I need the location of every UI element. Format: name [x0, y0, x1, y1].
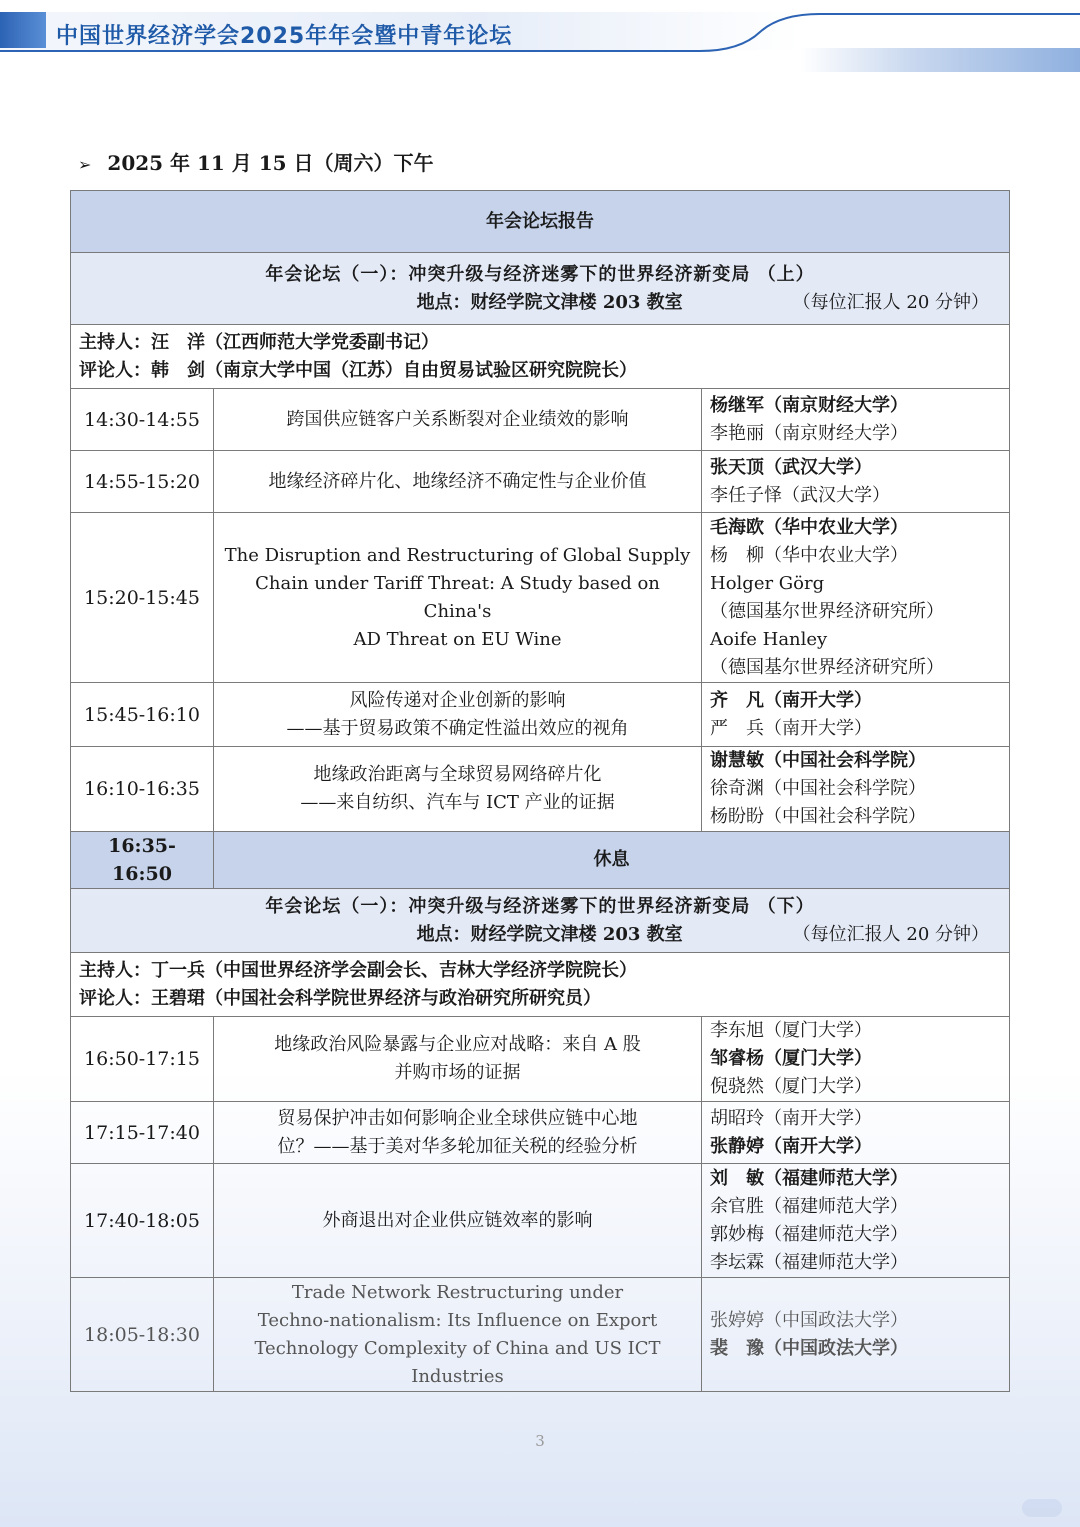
date-text: 2025 年 11 月 15 日（周六）下午 — [107, 151, 434, 175]
presenter-name: 李坛霖（福建师范大学） — [710, 1251, 908, 1273]
presenter-name: 毛海欧（华中农业大学） — [710, 516, 908, 538]
presenters — [702, 683, 1010, 747]
session1-location: 地点：财经学院文津楼 203 教室 — [416, 291, 683, 313]
session1-header-row — [71, 253, 1010, 325]
session2-host-row — [71, 953, 1010, 1017]
table-heading: 年会论坛报告 — [71, 191, 1010, 253]
schedule-row — [71, 747, 1010, 832]
presenter-name: 张天顶（武汉大学） — [710, 456, 872, 478]
arrow-bullet-icon: ➢ — [78, 155, 92, 174]
session1-rows — [71, 389, 1010, 832]
page-number: 3 — [535, 1432, 545, 1450]
paper-title-line: Industries — [411, 1365, 504, 1387]
date-line — [78, 147, 434, 176]
presenter-name: Holger Görg — [710, 572, 825, 594]
presenter-name: 李艳丽（南京财经大学） — [710, 422, 908, 444]
paper-title — [214, 1102, 702, 1164]
schedule-table — [70, 190, 1010, 1392]
time-slot: 15:20-15:45 — [71, 513, 214, 683]
paper-title — [214, 1017, 702, 1102]
paper-title-line: 地缘政治距离与全球贸易网络碎片化 — [313, 764, 602, 785]
table-heading-row — [71, 191, 1010, 253]
presenter-name: 张婷婷（中国政法大学） — [710, 1309, 908, 1331]
header-title: 中国世界经济学会2025年年会暨中青年论坛 — [56, 24, 513, 49]
schedule-row — [71, 1017, 1010, 1102]
presenter-name: 谢慧敏（中国社会科学院） — [710, 750, 926, 771]
session2-location-line — [79, 921, 1001, 949]
paper-title — [214, 683, 702, 747]
session1-reviewer: 评论人：韩 剑（南京大学中国（江苏）自由贸易试验区研究院院长） — [79, 359, 637, 381]
presenter-name: 邹睿杨（厦门大学） — [710, 1048, 872, 1069]
presenters — [702, 389, 1010, 451]
presenter-name: 李任子怿（武汉大学） — [710, 484, 890, 506]
break-time: 16:35-16:50 — [71, 832, 214, 889]
presenters — [702, 513, 1010, 683]
paper-title — [214, 1278, 702, 1392]
paper-title-line: Trade Network Restructuring under — [291, 1281, 624, 1303]
presenter-name: 郭妙梅（福建师范大学） — [710, 1223, 908, 1245]
session2-reviewer: 评论人：王碧珺（中国社会科学院世界经济与政治研究所研究员） — [79, 987, 601, 1009]
paper-title-line: 贸易保护冲击如何影响企业全球供应链中心地 — [277, 1107, 638, 1129]
session2-duration: （每位汇报人 20 分钟） — [792, 923, 990, 945]
time-slot: 18:05-18:30 — [71, 1278, 214, 1392]
break-row — [71, 832, 1010, 889]
paper-title-line: 地缘政治风险暴露与企业应对战略：来自 A 股 — [274, 1034, 641, 1055]
presenter-name: 裴 豫（中国政法大学） — [710, 1337, 908, 1359]
presenter-name: （德国基尔世界经济研究所） — [710, 656, 944, 678]
paper-title-line: Techno-nationalism: Its Influence on Export — [257, 1309, 658, 1331]
session1-location-line — [79, 289, 1001, 317]
break-label: 休息 — [214, 832, 1010, 889]
presenter-name: 严 兵（南开大学） — [710, 717, 872, 739]
session1-host: 主持人：汪 洋（江西师范大学党委副书记） — [79, 331, 439, 353]
paper-title-line: 地缘经济碎片化、地缘经济不确定性与企业价值 — [268, 470, 647, 492]
paper-title-line: ——来自纺织、汽车与 ICT 产业的证据 — [300, 792, 615, 813]
presenters — [702, 1102, 1010, 1164]
presenter-name: 杨继军（南京财经大学） — [710, 394, 908, 416]
paper-title-line: The Disruption and Restructuring of Global Supply — [224, 544, 691, 566]
presenters — [702, 1017, 1010, 1102]
time-slot: 14:55-15:20 — [71, 451, 214, 513]
presenter-name: 齐 凡（南开大学） — [710, 689, 872, 711]
schedule-row — [71, 1102, 1010, 1164]
corner-badge — [1022, 1499, 1062, 1517]
paper-title — [214, 451, 702, 513]
presenters — [702, 1278, 1010, 1392]
presenter-name: 徐奇渊（中国社会科学院） — [710, 778, 926, 799]
paper-title — [214, 1164, 702, 1278]
schedule-row — [71, 1164, 1010, 1278]
session1-title: 年会论坛（一）：冲突升级与经济迷雾下的世界经济新变局 （上） — [265, 263, 815, 285]
schedule-row — [71, 389, 1010, 451]
time-slot: 16:50-17:15 — [71, 1017, 214, 1102]
presenter-name: 张静婷（南开大学） — [710, 1135, 872, 1157]
presenter-name: 胡昭玲（南开大学） — [710, 1107, 872, 1129]
presenter-name: （德国基尔世界经济研究所） — [710, 600, 944, 622]
session2-title: 年会论坛（一）：冲突升级与经济迷雾下的世界经济新变局 （下） — [265, 895, 815, 917]
presenter-name: 倪骁然（厦门大学） — [710, 1076, 872, 1097]
time-slot: 15:45-16:10 — [71, 683, 214, 747]
presenters — [702, 451, 1010, 513]
header-gradient-decor — [800, 48, 1080, 72]
time-slot: 17:15-17:40 — [71, 1102, 214, 1164]
paper-title — [214, 513, 702, 683]
presenter-name: 李东旭（厦门大学） — [710, 1020, 872, 1041]
presenters — [702, 747, 1010, 832]
session2-location: 地点：财经学院文津楼 203 教室 — [416, 923, 683, 945]
presenters — [702, 1164, 1010, 1278]
time-slot: 16:10-16:35 — [71, 747, 214, 832]
session1-duration: （每位汇报人 20 分钟） — [792, 291, 990, 313]
paper-title-line: Technology Complexity of China and US ICT — [254, 1337, 661, 1359]
paper-title-line: 风险传递对企业创新的影响 — [349, 689, 566, 711]
presenter-name: 刘 敏（福建师范大学） — [710, 1167, 908, 1189]
schedule-row — [71, 513, 1010, 683]
paper-title-line: 并购市场的证据 — [394, 1062, 521, 1083]
session2-host: 主持人：丁一兵（中国世界经济学会副会长、吉林大学经济学院院长） — [79, 959, 637, 981]
paper-title-line: 跨国供应链客户关系断裂对企业绩效的影响 — [286, 408, 629, 430]
presenter-name: 余官胜（福建师范大学） — [710, 1195, 908, 1217]
session2-header-row — [71, 889, 1010, 953]
paper-title-line: 外商退出对企业供应链效率的影响 — [322, 1209, 593, 1231]
schedule-row — [71, 683, 1010, 747]
paper-title — [214, 747, 702, 832]
presenter-name: 杨盼盼（中国社会科学院） — [710, 806, 926, 827]
session2-rows — [71, 1017, 1010, 1392]
time-slot: 17:40-18:05 — [71, 1164, 214, 1278]
session1-host-row — [71, 325, 1010, 389]
paper-title-line: ——基于贸易政策不确定性溢出效应的视角 — [286, 717, 629, 739]
presenter-name: 杨 柳（华中农业大学） — [710, 544, 908, 566]
schedule-row — [71, 451, 1010, 513]
presenter-name: Aoife Hanley — [710, 628, 828, 650]
paper-title — [214, 389, 702, 451]
time-slot: 14:30-14:55 — [71, 389, 214, 451]
paper-title-line: AD Threat on EU Wine — [353, 628, 562, 650]
paper-title-line: Chain under Tariff Threat: A Study based on China's — [255, 572, 660, 622]
paper-title-line: 位？——基于美对华多轮加征关税的经验分析 — [277, 1135, 638, 1157]
schedule-row — [71, 1278, 1010, 1392]
